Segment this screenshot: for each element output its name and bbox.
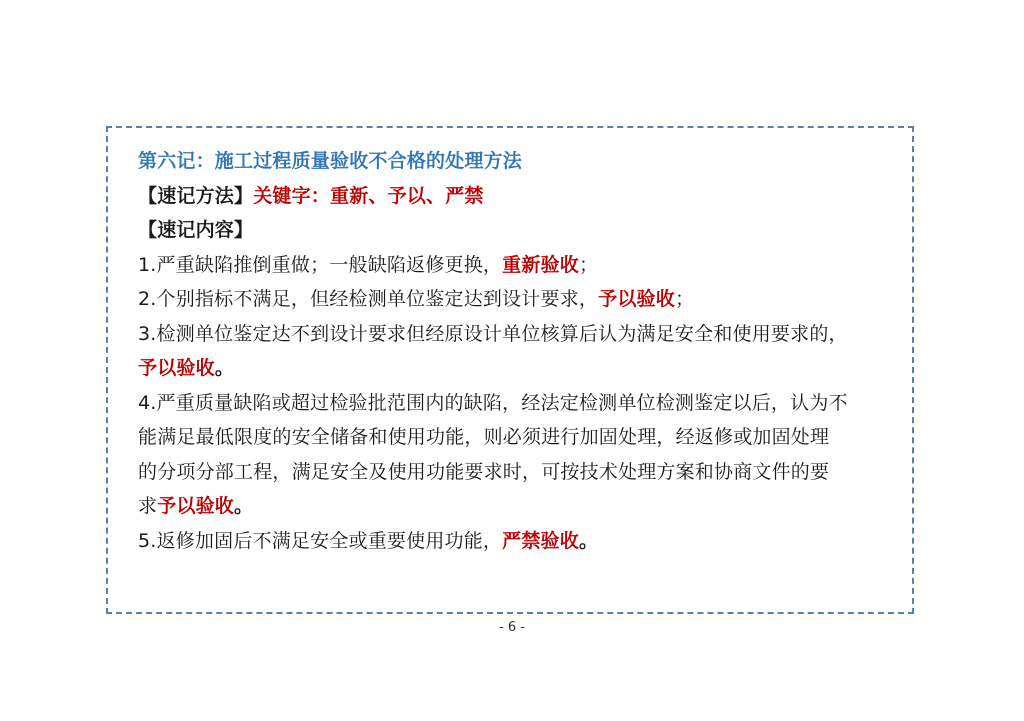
item-tail: 。	[578, 529, 599, 552]
memo-box	[106, 126, 914, 614]
list-item	[138, 282, 892, 317]
content-label: 【速记内容】	[138, 219, 254, 241]
method-line	[138, 179, 892, 214]
item-highlight: 予以验收	[598, 288, 675, 310]
method-label: 【速记方法】	[138, 184, 254, 207]
item-text: 2.个别指标不满足，但经检测单位鉴定达到设计要求，	[138, 288, 599, 310]
item-tail: 。	[234, 495, 254, 517]
item-text: 求	[138, 495, 158, 517]
memo-content	[138, 144, 892, 558]
list-item-line: 4.严重质量缺陷或超过检验批范围内的缺陷，经法定检测单位检测鉴定以后，认为不	[138, 391, 848, 414]
item-tail: ；	[578, 253, 599, 276]
item-highlight: 予以验收	[157, 495, 235, 517]
list-item-line	[138, 489, 892, 524]
page-number: - 6 -	[499, 620, 525, 635]
list-item-line: 的分项分部工程，满足安全及使用功能要求时，可按技术处理方案和协商文件的要	[138, 460, 830, 483]
item-text: 5.返修加固后不满足安全或重要使用功能，	[138, 529, 503, 552]
item-highlight: 重新验收	[502, 253, 579, 276]
method-keywords: 关键字：重新、予以、严禁	[253, 184, 484, 207]
section-title: 第六记：施工过程质量验收不合格的处理方法	[138, 150, 523, 172]
item-tail: ；	[674, 288, 695, 310]
item-highlight: 予以验收	[138, 357, 215, 379]
list-item-line	[138, 351, 892, 386]
list-item-line: 能满足最低限度的安全储备和使用功能，则必须进行加固处理，经返修或加固处理	[138, 426, 830, 448]
item-text: 1.严重缺陷推倒重做；一般缺陷返修更换，	[138, 253, 503, 276]
item-tail: 。	[214, 357, 235, 379]
item-highlight: 严禁验收	[502, 529, 579, 552]
list-item	[138, 524, 892, 559]
list-item	[138, 248, 892, 283]
list-item-line: 3.检测单位鉴定达不到设计要求但经原设计单位核算后认为满足安全和使用要求的，	[138, 322, 848, 345]
